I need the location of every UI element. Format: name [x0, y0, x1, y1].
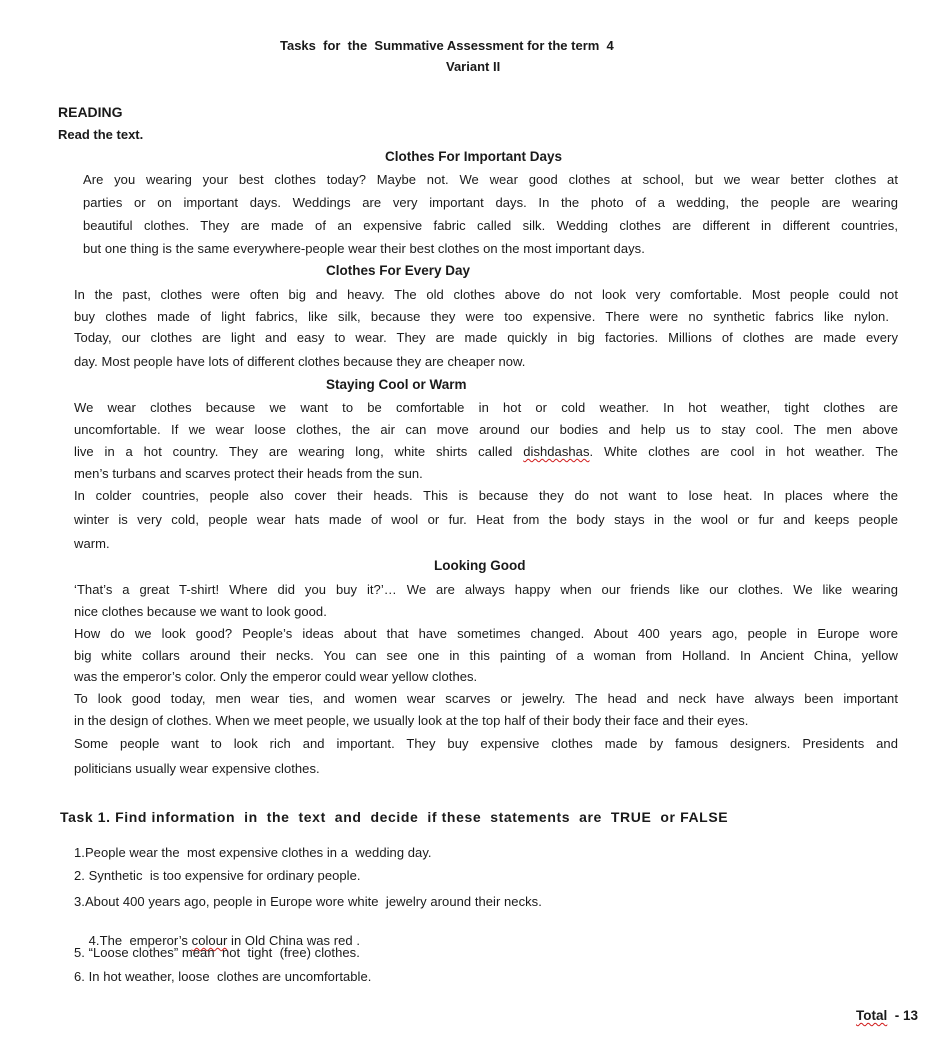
text-line: warm. [74, 536, 110, 551]
statement-1: 1.People wear the most expensive clothes in a wedding day. [74, 845, 432, 860]
text-line: In the past, clothes were often big and heavy. The old clothes above do not look very comfortable. Most people could not [74, 287, 898, 302]
statement-5: 5. “Loose clothes” mean not tight (free) clothes. [74, 945, 360, 960]
statement-2: 2. Synthetic is too expensive for ordinary people. [74, 868, 361, 883]
text-line: ‘That’s a great T-shirt! Where did you buy it?’… We are always happy when our friends like our clothes. We like wearing [74, 582, 898, 597]
task-heading: Task 1. Find information in the text and decide if these statements are TRUE or FALSE [60, 809, 729, 825]
text-line: nice clothes because we want to look good. [74, 604, 327, 619]
heading-important-days: Clothes For Important Days [385, 149, 563, 164]
text-line: In colder countries, people also cover their heads. This is because they do not want to lose heat. In places where the [74, 488, 898, 503]
text-line: in the design of clothes. When we meet people, we usually look at the top half of their body their face and their eyes. [74, 713, 749, 728]
text-line: beautiful clothes. They are made of an expensive fabric called silk. Wedding clothes are different in different countries, [83, 218, 898, 233]
text-line: Some people want to look rich and important. They buy expensive clothes made by famous designers. Presidents and [74, 736, 898, 751]
text-line: We wear clothes because we want to be comfortable in hot or cold weather. In hot weather, tight clothes are [74, 400, 898, 415]
total-value: - 13 [887, 1008, 919, 1023]
text-fragment: live in a hot country. They are wearing long, white shirts called [74, 444, 524, 459]
text-fragment: 4.The emperor’s [88, 933, 192, 948]
statement-3: 3.About 400 years ago, people in Europe wore white jewelry around their necks. [74, 894, 542, 909]
text-line: buy clothes made of light fabrics, like silk, because they were too expensive. There were no synthetic fabrics like nylon. [74, 309, 889, 324]
text-line: was the emperor’s color. Only the emperor could wear yellow clothes. [74, 669, 478, 684]
spellcheck-word: dishdashas [523, 444, 590, 459]
spellcheck-word: colour [191, 933, 228, 948]
heading-every-day: Clothes For Every Day [326, 263, 471, 278]
variant-label: Variant II [446, 59, 501, 74]
text-line: How do we look good? People’s ideas about that have sometimes changed. About 400 years ago, people in Europe wore [74, 626, 898, 641]
text-line: Today, our clothes are light and easy to wear. They are made quickly in big factories. Millions of clothes are made every [74, 330, 898, 345]
page-title: Tasks for the Summative Assessment for the term 4 [280, 38, 614, 53]
text-line: parties or on important days. Weddings are very important days. In the photo of a wedding, the people are wearing [83, 195, 898, 210]
text-line: day. Most people have lots of different clothes because they are cheaper now. [74, 354, 526, 369]
text-line-with-spellcheck [74, 444, 898, 459]
text-line: men’s turbans and scarves protect their heads from the sun. [74, 466, 423, 481]
statement-6: 6. In hot weather, loose clothes are uncomfortable. [74, 969, 372, 984]
text-fragment: in Old China was red . [227, 933, 361, 948]
text-fragment: . White clothes are cool in hot weather. The [589, 444, 899, 459]
text-line: uncomfortable. If we wear loose clothes, the air can move around our bodies and help us to stay cool. The men above [74, 422, 898, 437]
total-word: Total [856, 1008, 888, 1023]
text-line: Are you wearing your best clothes today? Maybe not. We wear good clothes at school, but we wear better clothes at [83, 172, 898, 187]
heading-looking-good: Looking Good [434, 558, 526, 573]
heading-cool-warm: Staying Cool or Warm [326, 377, 467, 392]
text-line: but one thing is the same everywhere-people wear their best clothes on the most important days. [83, 241, 645, 256]
text-line: politicians usually wear expensive clothes. [74, 761, 320, 776]
text-line: big white collars around their necks. You can see one in this painting of a woman from Holland. In Ancient China, yellow [74, 648, 898, 663]
section-label: READING [58, 104, 123, 120]
text-line: To look good today, men wear ties, and women wear scarves or jewelry. The head and neck have always been important [74, 691, 898, 706]
instruction: Read the text. [58, 127, 144, 142]
total-score [841, 993, 918, 1038]
text-line: winter is very cold, people wear hats made of wool or fur. Heat from the body stays in the wool or fur and keeps people [74, 512, 898, 527]
